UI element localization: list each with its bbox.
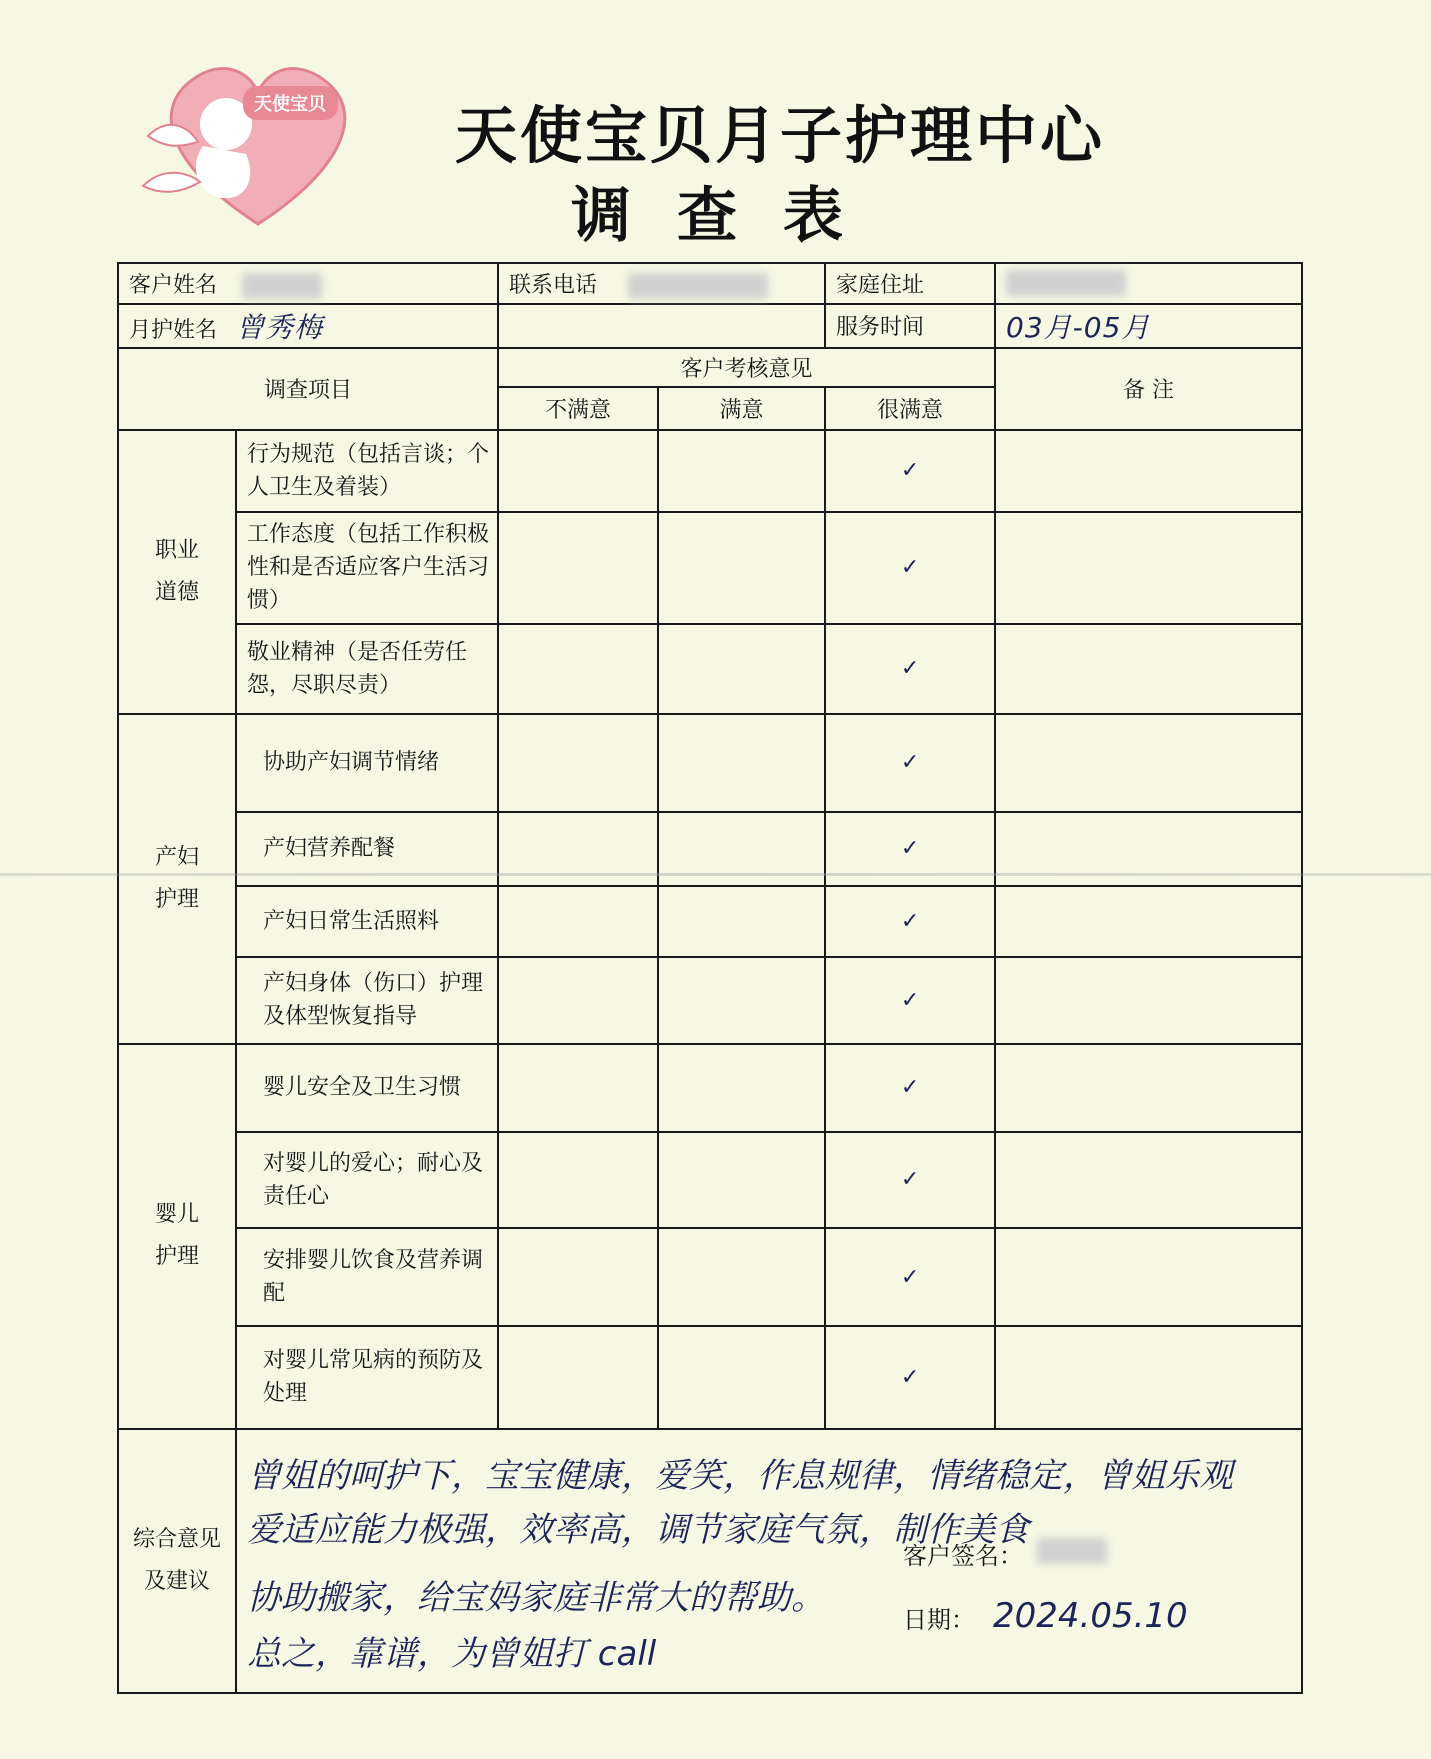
rating-cell-very-satisfied <box>825 1326 995 1429</box>
page-title: 天使宝贝月子护理中心 <box>454 99 1105 172</box>
remarks-cell <box>995 1132 1302 1228</box>
survey-item-label: 行为规范（包括言谈；个人卫生及着装） <box>236 430 498 512</box>
check-mark-icon: ✓ <box>900 909 920 935</box>
survey-row <box>118 430 1302 512</box>
survey-item-label: 对婴儿常见病的预防及处理 <box>236 1326 498 1429</box>
service-time-label: 服务时间 <box>825 304 995 348</box>
survey-item-label: 安排婴儿饮食及营养调配 <box>236 1228 498 1326</box>
survey-row <box>118 1044 1302 1132</box>
check-mark-icon: ✓ <box>900 1167 920 1193</box>
check-mark-icon: ✓ <box>900 458 920 484</box>
signature-label: 客户签名： <box>903 1541 1023 1570</box>
satisfied-header: 满意 <box>658 387 825 430</box>
rating-cell-satisfied <box>658 714 825 812</box>
survey-table <box>117 262 1303 1694</box>
customer-name-cell <box>118 263 498 304</box>
comment-line: 总之，靠谱，为曾姐打 call <box>247 1633 657 1674</box>
remarks-cell <box>995 1228 1302 1326</box>
rating-cell-very-satisfied <box>825 430 995 512</box>
rating-cell-very-satisfied <box>825 1228 995 1326</box>
rating-cell-dissatisfied <box>498 714 658 812</box>
rating-cell-satisfied <box>658 1132 825 1228</box>
phone-redacted <box>628 273 768 299</box>
rating-cell-dissatisfied <box>498 624 658 714</box>
survey-item-label: 产妇营养配餐 <box>236 812 498 886</box>
rating-cell-dissatisfied <box>498 430 658 512</box>
comments-label: 综合意见 及建议 <box>118 1429 236 1693</box>
blank-cell <box>498 304 825 348</box>
check-mark-icon: ✓ <box>900 1075 920 1101</box>
remarks-cell <box>995 430 1302 512</box>
survey-item-label: 婴儿安全及卫生习惯 <box>236 1044 498 1132</box>
survey-row <box>118 512 1302 624</box>
rating-cell-very-satisfied <box>825 512 995 624</box>
comments-cell <box>236 1429 1302 1693</box>
check-mark-icon: ✓ <box>900 1364 920 1390</box>
comment-line: 协助搬家，给宝妈家庭非常大的帮助。 <box>247 1577 825 1618</box>
check-mark-icon: ✓ <box>900 1264 920 1290</box>
rating-cell-dissatisfied <box>498 886 658 958</box>
rating-cell-very-satisfied <box>825 957 995 1043</box>
date-label: 日期： <box>903 1605 975 1634</box>
address-label: 家庭住址 <box>825 263 995 304</box>
rating-cell-dissatisfied <box>498 1044 658 1132</box>
remarks-cell <box>995 886 1302 958</box>
survey-row <box>118 886 1302 958</box>
survey-row <box>118 624 1302 714</box>
address-redacted <box>1006 270 1126 296</box>
phone-cell <box>498 263 825 304</box>
comment-line: 爱适应能力极强，效率高，调节家庭气氛，制作美食 <box>247 1509 1029 1550</box>
customer-opinion-header: 客户考核意见 <box>498 348 995 387</box>
customer-name-label: 客户姓名 <box>129 272 218 298</box>
remarks-header: 备 注 <box>995 348 1302 430</box>
remarks-cell <box>995 624 1302 714</box>
survey-item-label: 产妇身体（伤口）护理及体型恢复指导 <box>236 957 498 1043</box>
rating-cell-very-satisfied <box>825 624 995 714</box>
remarks-cell <box>995 1326 1302 1429</box>
rating-cell-very-satisfied <box>825 1044 995 1132</box>
rating-cell-very-satisfied <box>825 714 995 812</box>
very-satisfied-header: 很满意 <box>825 387 995 430</box>
remarks-cell <box>995 512 1302 624</box>
phone-label: 联系电话 <box>509 272 598 298</box>
nanny-name-value: 曾秀梅 <box>236 310 324 344</box>
customer-name-redacted <box>242 273 322 299</box>
page-subtitle: 调查表 <box>571 181 889 251</box>
rating-cell-satisfied <box>658 1044 825 1132</box>
rating-cell-dissatisfied <box>498 957 658 1043</box>
check-mark-icon: ✓ <box>900 987 920 1013</box>
service-time-value: 03月-05月 <box>1006 310 1151 344</box>
survey-item-header: 调查项目 <box>118 348 498 430</box>
rating-cell-dissatisfied <box>498 1228 658 1326</box>
rating-cell-satisfied <box>658 1228 825 1326</box>
survey-item-label: 工作态度（包括工作积极性和是否适应客户生活习惯） <box>236 512 498 624</box>
check-mark-icon: ✓ <box>900 836 920 862</box>
nanny-name-label: 月护姓名 <box>129 317 218 343</box>
rating-cell-satisfied <box>658 1326 825 1429</box>
rating-cell-satisfied <box>658 512 825 624</box>
rating-cell-satisfied <box>658 430 825 512</box>
rating-cell-satisfied <box>658 624 825 714</box>
address-cell <box>995 263 1302 304</box>
service-time-cell <box>995 304 1302 348</box>
category-label: 产妇 护理 <box>118 714 236 1044</box>
nanny-name-cell <box>118 304 498 348</box>
category-label: 婴儿 护理 <box>118 1044 236 1429</box>
rating-cell-dissatisfied <box>498 1326 658 1429</box>
survey-item-label: 产妇日常生活照料 <box>236 886 498 958</box>
remarks-cell <box>995 714 1302 812</box>
rating-cell-satisfied <box>658 886 825 958</box>
rating-cell-very-satisfied <box>825 886 995 958</box>
rating-cell-dissatisfied <box>498 1132 658 1228</box>
rating-cell-satisfied <box>658 957 825 1043</box>
category-label: 职业 道德 <box>118 430 236 714</box>
dissatisfied-header: 不满意 <box>498 387 658 430</box>
survey-row <box>118 1326 1302 1429</box>
check-mark-icon: ✓ <box>900 750 920 776</box>
survey-item-label: 对婴儿的爱心；耐心及责任心 <box>236 1132 498 1228</box>
rating-cell-very-satisfied <box>825 1132 995 1228</box>
check-mark-icon: ✓ <box>900 656 920 682</box>
survey-row <box>118 1132 1302 1228</box>
survey-item-label: 协助产妇调节情绪 <box>236 714 498 812</box>
remarks-cell <box>995 957 1302 1043</box>
check-mark-icon: ✓ <box>900 555 920 581</box>
survey-item-label: 敬业精神（是否任劳任怨，尽职尽责） <box>236 624 498 714</box>
survey-row <box>118 1228 1302 1326</box>
remarks-cell <box>995 1044 1302 1132</box>
comment-line: 曾姐的呵护下，宝宝健康，爱笑，作息规律，情绪稳定，曾姐乐观 <box>247 1455 1233 1496</box>
signature-redacted <box>1037 1538 1107 1564</box>
paper-fold-line <box>0 873 1431 876</box>
date-value: 2024.05.10 <box>993 1595 1188 1636</box>
rating-cell-dissatisfied <box>498 512 658 624</box>
logo-text: 天使宝贝 <box>254 94 326 115</box>
survey-row <box>118 714 1302 812</box>
survey-row <box>118 957 1302 1043</box>
